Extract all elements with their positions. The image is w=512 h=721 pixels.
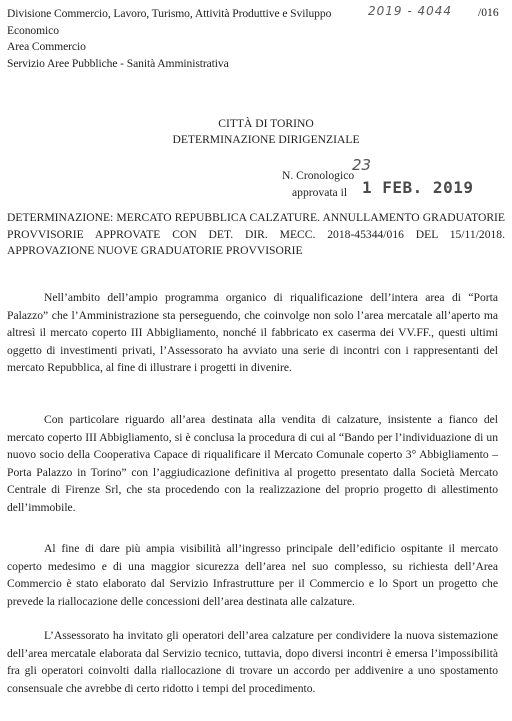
determination-subject: DETERMINAZIONE: MERCATO REPUBBLICA CALZATURE. ANNULLAMENTO GRADUATORIE PROVVISORIE APPROVATE CON DET. DIR. MECC. 2018-45344/016 DEL 15/11/2018. APPROVAZIONE NUOVE GRADUATORIE PROVVISORIE [7,211,505,257]
approval-date-stamp: 1 FEB. 2019 [362,178,474,197]
service-name: Servizio Aree Pubbliche - Sanità Amministrativa [7,56,229,70]
body-paragraph-2: Con particolare riguardo all’area destinata alla vendita di calzature, insistente a fianco del mercato coperto III Abbigliamento, si è conclusa la procedura di cui al “Bando per l’individuazione di un nuovo socio della Cooperativa Capace di riqualificare il Mercato Comunale coperto 3° Abbigliamento – Porta Palazzo in Torino” con l’aggiudicazione definitiva al progetto presentato dalla Società Mercato Centrale di Firenze Srl, che sta procedendo con la realizzazione del proprio progetto di allestimento dell’immobile. [7,413,498,514]
reference-suffix: /016 [478,6,499,19]
handwritten-reference-number: 2019 - 4044 [368,4,453,18]
division-name: Divisione Commercio, Lavoro, Turismo, Attività Produttive e Sviluppo [7,7,332,20]
body-paragraph-3: Al fine di dare più ampia visibilità all’ingresso principale dell’edificio ospitante il mercato coperto medesimo e di una maggior sicurezza dell’area nel suo complesso, su richiesta dell’Area Commercio è stato elaborato dal Servizio Infrastrutture per il Commercio e lo Sport un progetto che prevede la riallocazione delle concessioni dell’area destinata alle calzature. [7,542,498,608]
document-type: DETERMINAZIONE DIRIGENZIALE [172,133,360,146]
city-name: CITTÀ DI TORINO [218,117,314,130]
document-title-block [0,116,512,148]
area-name: Area Commercio [7,40,86,53]
issuing-office-header [7,6,331,72]
cronologico-label: N. Cronologico [282,169,355,182]
body-paragraph-4: L’Assessorato ha invitato gli operatori dell’area calzature per condividere la nuova sistemazione dell’area mercatale elaborata dal Servizio tecnico, tuttavia, dopo diversi incontri è emersa l’impossibilità fra gli operatori coinvolti dalla riallocazione di trovare un accordo per addivenire a uno spostamento consensuale che avrebbe di certo ridotto i tempi del procedimento. [7,629,498,695]
approval-label: approvata il [292,186,348,199]
division-name-continued: Economico [7,23,59,37]
registration-block [282,167,354,201]
body-paragraph-1: Nell’ambito dell’ampio programma organico di riqualificazione dell’intera area di “Porta Palazzo” che l’Amministrazione sta perseguendo, che coinvolge non solo l’area mercatale all’aperto ma altresì il mercato coperto III Abbigliamento, nonché il fabbricato ex caserma dei VV.FF., questi ultimi oggetto di investimenti privati, l’Assessorato ha avviato una serie di incontri con i rappresentanti del mercato Repubblica, al fine di illustrare i progetti in divenire. [7,291,498,375]
handwritten-chronological-number: 23 [352,156,372,174]
